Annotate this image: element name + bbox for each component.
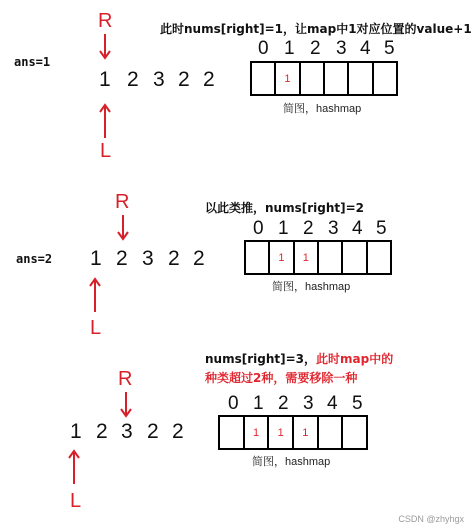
map-index: 0 xyxy=(228,393,239,414)
map-index: 5 xyxy=(376,218,387,239)
map-index: 4 xyxy=(327,393,338,414)
right-pointer-arrow-icon xyxy=(119,392,133,418)
hashmap-array xyxy=(250,61,398,96)
array-element: 1 xyxy=(99,68,111,91)
map-index: 0 xyxy=(258,38,269,59)
array-element: 3 xyxy=(153,68,165,91)
array-element: 2 xyxy=(178,68,190,91)
array-element: 1 xyxy=(70,420,82,443)
hashmap-cell: 1 xyxy=(295,242,319,273)
hashmap-cell xyxy=(252,63,276,94)
hashmap-cell xyxy=(349,63,373,94)
array-element: 2 xyxy=(147,420,159,443)
left-pointer-label: L xyxy=(90,317,102,339)
left-pointer-label: L xyxy=(100,140,112,162)
step-note-highlight: 此时map中的 xyxy=(316,352,394,366)
right-pointer-label: R xyxy=(115,191,130,213)
step-note-line-2: 种类超过2种，需要移除一种 xyxy=(205,371,358,385)
right-pointer-label: R xyxy=(118,368,133,390)
step-note: 此时nums[right]=1，让map中1对应位置的value+1 xyxy=(160,22,472,36)
map-index: 2 xyxy=(278,393,289,414)
array-element: 2 xyxy=(193,247,205,270)
step-note: 以此类推，nums[right]=2 xyxy=(205,201,365,215)
array-element: 2 xyxy=(168,247,180,270)
ans-label: ans=1 xyxy=(14,55,51,69)
array-element: 1 xyxy=(90,247,102,270)
hashmap-cell xyxy=(319,417,344,448)
map-index: 1 xyxy=(278,218,289,239)
left-pointer-arrow-icon xyxy=(88,278,102,314)
hashmap-caption: 简图，hashmap xyxy=(252,456,331,468)
array-element: 2 xyxy=(127,68,139,91)
array-element: 3 xyxy=(121,420,133,443)
right-pointer-arrow-icon xyxy=(116,215,130,241)
hashmap-array xyxy=(218,415,368,450)
hashmap-caption: 简图，hashmap xyxy=(272,281,351,293)
step-note-plain: nums[right]=3， xyxy=(205,352,317,366)
left-pointer-arrow-icon xyxy=(98,104,112,140)
right-pointer-label: R xyxy=(98,10,113,32)
hashmap-caption: 简图，hashmap xyxy=(283,103,362,115)
map-index: 1 xyxy=(253,393,264,414)
map-index: 3 xyxy=(336,38,347,59)
hashmap-cell xyxy=(374,63,396,94)
hashmap-cell xyxy=(343,417,366,448)
hashmap-cell: 1 xyxy=(294,417,319,448)
right-pointer-arrow-icon xyxy=(98,34,112,60)
hashmap-cell xyxy=(343,242,367,273)
hashmap-cell xyxy=(301,63,325,94)
map-index: 4 xyxy=(352,218,363,239)
map-index: 2 xyxy=(310,38,321,59)
left-pointer-label: L xyxy=(70,490,82,512)
hashmap-cell: 1 xyxy=(245,417,270,448)
map-index: 3 xyxy=(303,393,314,414)
hashmap-cell xyxy=(319,242,343,273)
map-index: 1 xyxy=(284,38,295,59)
hashmap-cell: 1 xyxy=(276,63,300,94)
hashmap-cell: 1 xyxy=(269,417,294,448)
hashmap-array xyxy=(244,240,392,275)
array-element: 3 xyxy=(142,247,154,270)
map-index: 0 xyxy=(253,218,264,239)
array-element: 2 xyxy=(116,247,128,270)
step-note-line-1 xyxy=(205,350,393,367)
hashmap-cell xyxy=(368,242,390,273)
watermark: CSDN @zhyhgx xyxy=(398,514,464,524)
array-element: 2 xyxy=(203,68,215,91)
left-pointer-arrow-icon xyxy=(67,450,81,486)
map-index: 4 xyxy=(360,38,371,59)
array-element: 2 xyxy=(172,420,184,443)
ans-label: ans=2 xyxy=(16,252,53,266)
hashmap-cell xyxy=(246,242,270,273)
map-index: 5 xyxy=(352,393,363,414)
array-element: 2 xyxy=(96,420,108,443)
hashmap-cell xyxy=(220,417,245,448)
map-index: 2 xyxy=(303,218,314,239)
hashmap-cell: 1 xyxy=(270,242,294,273)
hashmap-cell xyxy=(325,63,349,94)
map-index: 5 xyxy=(384,38,395,59)
map-index: 3 xyxy=(328,218,339,239)
